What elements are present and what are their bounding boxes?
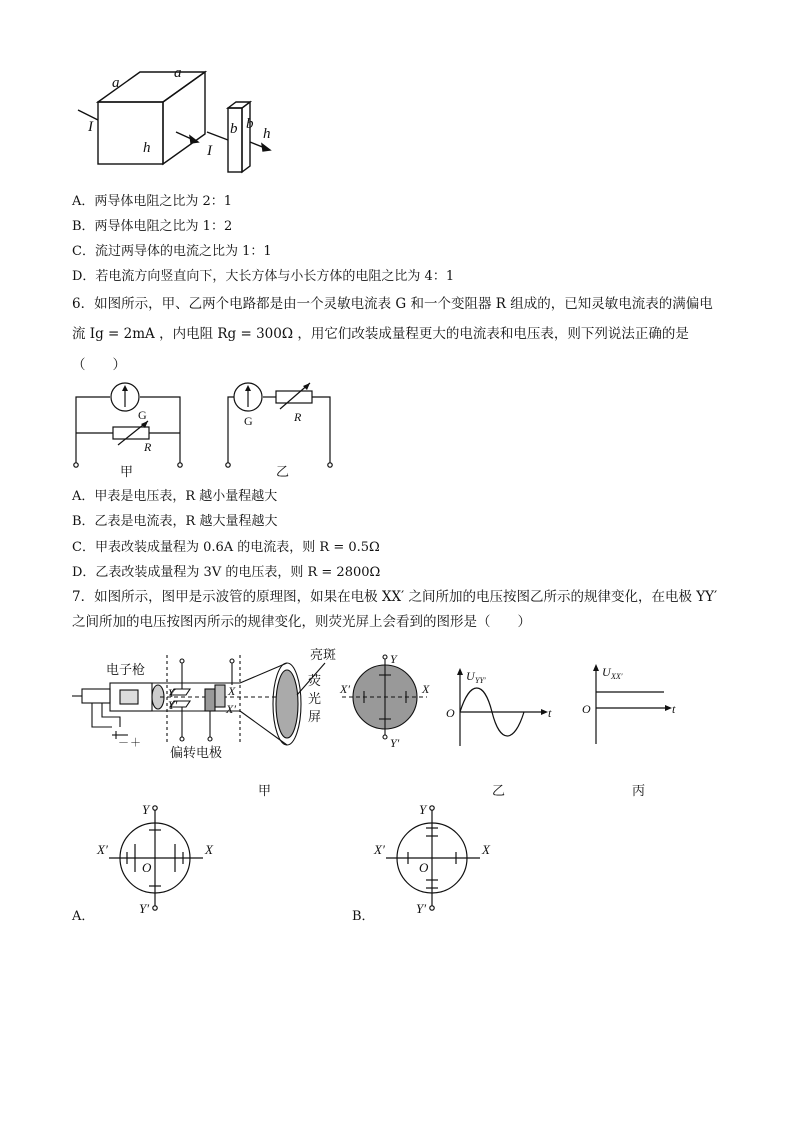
q6-option-b: B．乙表是电流表，R 越大量程越大: [72, 514, 278, 529]
q7-stem-line1: 7．如图所示，图甲是示波管的原理图，如果在电极 XX′ 之间所加的电压按图乙所示的规律变化，在电极 YY′: [72, 589, 718, 605]
q5-label-a2: a: [174, 65, 182, 81]
q7-label-bing: 丙: [632, 784, 646, 799]
q7a-label-y: Y: [142, 802, 150, 817]
q7-label-o-yi: O: [446, 706, 455, 720]
q6-figure: [68, 375, 368, 480]
q6-label-r-jia: R: [144, 440, 152, 454]
q6-label-yi: 乙: [276, 464, 290, 479]
q7-label-screen3: 屏: [308, 709, 322, 724]
q7a-label-x: X: [205, 842, 213, 857]
q6-label-g-yi: G: [244, 414, 253, 428]
q5-label-h: h: [143, 140, 151, 156]
q7-label-screen2: 光: [308, 691, 322, 706]
q7-option-a-figure: [95, 800, 225, 920]
q7b-label-xp: X′: [374, 842, 385, 857]
q7-label-jia: 甲: [258, 784, 272, 799]
q7a-label-yp: Y′: [139, 901, 150, 916]
q7-label-plus: ＋: [130, 737, 141, 749]
q7-label-bright-spot: 亮斑: [310, 647, 337, 662]
q7-label-deflect: 偏转电极: [170, 745, 223, 760]
q7-figure-yi: [440, 660, 560, 755]
q6-stem-line1: 6．如图所示，甲、乙两个电路都是由一个灵敏电流表 G 和一个变阻器 R 组成的，已知灵敏电流表的满偏电: [72, 296, 713, 312]
q7a-label-xp: X′: [97, 842, 108, 857]
q7-label-electron-gun: 电子枪: [106, 662, 146, 677]
q7-label-x2: X: [422, 682, 430, 696]
q6-label-r-yi: R: [294, 410, 302, 424]
q5-figure: [70, 60, 300, 180]
q5-label-b1: b: [230, 121, 238, 137]
q7-label-x: X: [228, 684, 236, 698]
q6-option-d: D．乙表改装成量程为 3V 的电压表，则 R = 2800Ω: [72, 565, 381, 580]
q7-label-minus: －: [118, 737, 129, 749]
q7-option-b-figure: [372, 800, 502, 920]
q7-label-u-xx-sub: XX′: [611, 672, 623, 681]
q7-label-x2p: X′: [340, 682, 350, 696]
q7-option-b-label: B．: [352, 909, 375, 924]
q7-label-u-yy: U: [466, 669, 475, 683]
q7-figure-bing: [578, 660, 688, 750]
q7b-label-yp: Y′: [416, 901, 427, 916]
q7-label-t-bing: t: [672, 702, 676, 716]
q7-option-a-label: A．: [72, 909, 95, 924]
q5-label-i-left: I: [88, 119, 93, 135]
q7b-label-o: O: [419, 860, 429, 875]
q6-stem-line2: 流 Ig = 2mA ，内电阻 Rg = 300Ω ，用它们改装成量程更大的电流表和电压表，则下列说法正确的是: [72, 326, 689, 342]
q7-label-u-yy-sub: YY′: [475, 676, 486, 685]
q5-label-h2: h: [263, 126, 271, 142]
q6-stem-line3: （ ）: [72, 357, 126, 373]
q5-option-d: D．若电流方向竖直向下，大长方体与小长方体的电阻之比为 4：1: [72, 269, 455, 284]
q7-label-yp: Y′: [168, 698, 178, 712]
q5-label-b2: b: [246, 116, 254, 132]
q5-option-c: C．流过两导体的电流之比为 1：1: [72, 244, 272, 259]
q7b-label-y: Y: [419, 802, 427, 817]
q6-label-jia: 甲: [120, 464, 134, 479]
q7-label-u-xx: U: [602, 665, 611, 679]
q7a-label-o: O: [142, 860, 152, 875]
q7-label-screen1: 荧: [308, 673, 322, 688]
q5-option-a: A．两导体电阻之比为 2：1: [72, 194, 233, 209]
q7-label-y: Y: [168, 686, 175, 700]
q7-label-o-bing: O: [582, 702, 591, 716]
q5-option-b: B．两导体电阻之比为 1：2: [72, 219, 233, 234]
q7-label-y2p: Y′: [390, 736, 400, 750]
q7-stem-line2: 之间所加的电压按图丙所示的规律变化，则荧光屏上会看到的图形是（ ）: [72, 614, 531, 630]
q5-label-a1: a: [112, 75, 120, 91]
q6-label-g-jia: G: [138, 408, 147, 422]
q6-option-c: C．甲表改装成量程为 0.6A 的电流表，则 R = 0.5Ω: [72, 540, 380, 555]
q5-label-i-mid: I: [207, 143, 212, 159]
q7-label-t-yi: t: [548, 706, 552, 720]
q7-label-xp: X′: [226, 702, 236, 716]
q7b-label-x: X: [482, 842, 490, 857]
q7-label-yi: 乙: [492, 784, 506, 799]
q7-label-y2: Y: [390, 652, 397, 666]
q6-option-a: A．甲表是电压表，R 越小量程越大: [72, 489, 278, 504]
